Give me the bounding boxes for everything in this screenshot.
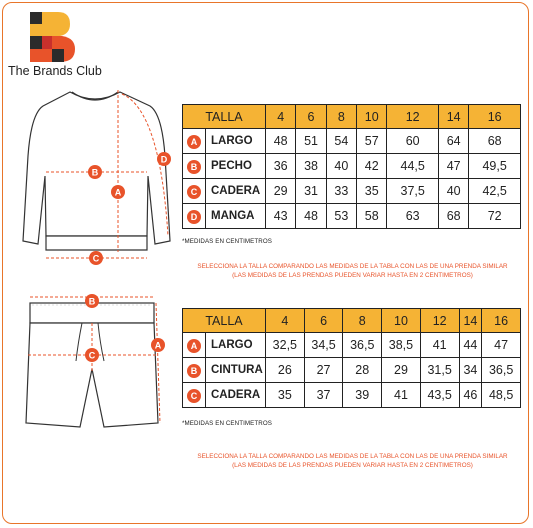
measurement-note: *MEDIDAS EN CENTIMETROS — [182, 238, 272, 245]
badge-b: B — [187, 160, 201, 174]
table-cell: 40 — [326, 154, 356, 179]
brand-logo — [30, 12, 75, 62]
instruction-disclaimer: (LAS MEDIDAS DE LAS PRENDAS PUEDEN VARIAR HASTA EN 2 CENTIMETROS) — [232, 462, 473, 469]
table-row — [183, 383, 521, 408]
table-cell: 49,5 — [469, 154, 521, 179]
size-header: 12 — [420, 309, 459, 333]
table-cell: 37,5 — [387, 179, 439, 204]
table-cell: 51 — [296, 129, 326, 154]
size-instructions — [175, 262, 530, 280]
table-header-talla: TALLA — [183, 309, 266, 333]
table-cell: 46 — [459, 383, 482, 408]
row-label: CADERA — [206, 383, 266, 408]
measurement-note: *MEDIDAS EN CENTIMETROS — [182, 420, 272, 427]
table-cell: 42,5 — [469, 179, 521, 204]
size-header: 16 — [469, 105, 521, 129]
table-cell: 29 — [266, 179, 296, 204]
table-cell: 47 — [482, 333, 521, 358]
table-cell: 28 — [343, 358, 382, 383]
row-label: LARGO — [206, 129, 266, 154]
table-cell: 43 — [266, 204, 296, 229]
table-header-talla: TALLA — [183, 105, 266, 129]
table-cell: 32,5 — [266, 333, 305, 358]
table-cell: 35 — [357, 179, 387, 204]
size-header: 14 — [459, 309, 482, 333]
table-cell: 33 — [326, 179, 356, 204]
sweater-size-table — [182, 104, 521, 229]
row-label: MANGA — [206, 204, 266, 229]
table-row — [183, 154, 521, 179]
svg-text:A: A — [114, 187, 122, 198]
table-cell: 42 — [357, 154, 387, 179]
svg-text:B: B — [88, 296, 96, 307]
size-header: 10 — [357, 105, 387, 129]
table-row — [183, 129, 521, 154]
table-cell: 54 — [326, 129, 356, 154]
table-cell: 40 — [438, 179, 468, 204]
table-cell: 64 — [438, 129, 468, 154]
table-cell: 57 — [357, 129, 387, 154]
badge-d: D — [187, 210, 201, 224]
table-cell: 68 — [469, 129, 521, 154]
size-header: 8 — [343, 309, 382, 333]
table-cell: 36,5 — [343, 333, 382, 358]
size-header: 4 — [266, 309, 305, 333]
table-row — [183, 204, 521, 229]
svg-text:C: C — [88, 350, 96, 361]
table-cell: 27 — [304, 358, 343, 383]
instruction-disclaimer: (LAS MEDIDAS DE LAS PRENDAS PUEDEN VARIAR HASTA EN 2 CENTIMETROS) — [232, 272, 473, 279]
row-label: CADERA — [206, 179, 266, 204]
svg-text:B: B — [91, 167, 99, 178]
svg-text:D: D — [160, 154, 168, 165]
badge-c: C — [187, 389, 201, 403]
size-header: 14 — [438, 105, 468, 129]
table-cell: 34 — [459, 358, 482, 383]
table-cell: 41 — [420, 333, 459, 358]
table-cell: 48 — [296, 204, 326, 229]
shorts-illustration — [20, 293, 170, 435]
table-cell: 38 — [296, 154, 326, 179]
size-header: 6 — [304, 309, 343, 333]
table-cell: 26 — [266, 358, 305, 383]
badge-a: A — [187, 339, 201, 353]
table-cell: 35 — [266, 383, 305, 408]
size-header: 6 — [296, 105, 326, 129]
size-instructions — [175, 452, 530, 470]
table-cell: 37 — [304, 383, 343, 408]
size-header: 10 — [382, 309, 421, 333]
table-cell: 34,5 — [304, 333, 343, 358]
table-cell: 31,5 — [420, 358, 459, 383]
table-cell: 72 — [469, 204, 521, 229]
table-cell: 44 — [459, 333, 482, 358]
row-label: PECHO — [206, 154, 266, 179]
size-header: 8 — [326, 105, 356, 129]
size-header: 12 — [387, 105, 439, 129]
table-cell: 63 — [387, 204, 439, 229]
table-cell: 41 — [382, 383, 421, 408]
size-header: 4 — [266, 105, 296, 129]
badge-c: C — [187, 185, 201, 199]
table-cell: 31 — [296, 179, 326, 204]
table-cell: 68 — [438, 204, 468, 229]
table-cell: 36 — [266, 154, 296, 179]
table-cell: 53 — [326, 204, 356, 229]
row-label: CINTURA — [206, 358, 266, 383]
table-row — [183, 333, 521, 358]
table-cell: 58 — [357, 204, 387, 229]
svg-text:A: A — [154, 340, 162, 351]
badge-a: A — [187, 135, 201, 149]
size-header: 16 — [482, 309, 521, 333]
shorts-size-table — [182, 308, 521, 408]
table-cell: 38,5 — [382, 333, 421, 358]
sweater-illustration — [10, 86, 180, 272]
table-cell: 44,5 — [387, 154, 439, 179]
table-cell: 48 — [266, 129, 296, 154]
table-cell: 29 — [382, 358, 421, 383]
instruction-line: SELECCIONA LA TALLA COMPARANDO LAS MEDIDAS DE LA TABLA CON LAS DE UNA PRENDA SIMILAR — [197, 453, 508, 460]
table-row — [183, 358, 521, 383]
table-row — [183, 179, 521, 204]
table-cell: 36,5 — [482, 358, 521, 383]
svg-text:C: C — [92, 253, 100, 264]
table-cell: 43,5 — [420, 383, 459, 408]
table-cell: 60 — [387, 129, 439, 154]
brand-name: The Brands Club — [8, 64, 102, 78]
table-cell: 39 — [343, 383, 382, 408]
instruction-line: SELECCIONA LA TALLA COMPARANDO LAS MEDIDAS DE LA TABLA CON LAS DE UNA PRENDA SIMILAR — [197, 263, 508, 270]
table-cell: 48,5 — [482, 383, 521, 408]
row-label: LARGO — [206, 333, 266, 358]
badge-b: B — [187, 364, 201, 378]
table-cell: 47 — [438, 154, 468, 179]
